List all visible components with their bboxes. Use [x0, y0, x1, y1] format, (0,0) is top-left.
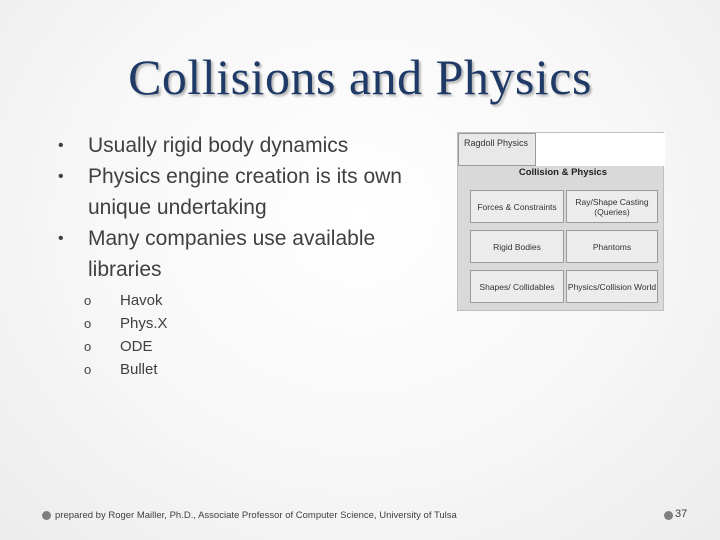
sub-bullet-marker: o [84, 293, 92, 308]
cell-label: Ray/Shape Casting (Queries) [575, 196, 649, 217]
cell-label: Shapes/ Collidables [479, 281, 555, 292]
sub-bullet-text: Phys.X [120, 315, 168, 332]
bullet-item [56, 161, 446, 223]
physics-architecture-diagram [457, 132, 664, 311]
forces-constraints-box [470, 190, 564, 223]
sub-bullet-item [84, 312, 168, 335]
bullet-list [56, 130, 446, 285]
bullet-dot: • [58, 230, 64, 247]
ray-shape-casting-box [566, 190, 658, 223]
cell-label: Rigid Bodies [493, 241, 541, 252]
bullet-text: Usually rigid body dynamics [88, 134, 349, 157]
bullet-item [56, 223, 446, 285]
physics-collision-world-box [566, 270, 658, 303]
cell-label: Phantoms [592, 241, 632, 252]
diagram-top-gap [536, 133, 665, 166]
sub-bullet-item [84, 358, 168, 381]
bullet-text: Physics engine creation is its own unique undertaking [88, 165, 402, 219]
sub-bullet-marker: o [84, 339, 92, 354]
footer-credit: prepared by Roger Mailler, Ph.D., Associate Professor of Computer Science, University of Tulsa [55, 510, 457, 521]
sub-bullet-item [84, 289, 168, 312]
rigid-bodies-box [470, 230, 564, 263]
sub-bullet-text: Havok [120, 292, 163, 309]
bullet-dot: • [58, 137, 64, 154]
slide-title: Collisions and Physics [128, 49, 592, 105]
cell-label: Physics/Collision World [567, 281, 657, 292]
bullet-item [56, 130, 446, 161]
sub-bullet-text: ODE [120, 338, 153, 355]
sub-bullet-list [84, 289, 168, 381]
ragdoll-physics-box: Ragdoll Physics [458, 133, 536, 166]
sub-bullet-text: Bullet [120, 361, 158, 378]
collision-physics-header: Collision & Physics [518, 167, 607, 178]
sub-bullet-marker: o [84, 362, 92, 377]
page-number: 37 [675, 508, 688, 520]
footer-right-dot-icon [664, 511, 673, 520]
shapes-collidables-box [470, 270, 564, 303]
sub-bullet-item [84, 335, 168, 358]
bullet-text: Many companies use available libraries [88, 227, 376, 281]
phantoms-box [566, 230, 658, 263]
sub-bullet-marker: o [84, 316, 92, 331]
footer-left-dot-icon [42, 511, 51, 520]
cell-label: Forces & Constraints [477, 201, 557, 212]
bullet-dot: • [58, 168, 64, 185]
